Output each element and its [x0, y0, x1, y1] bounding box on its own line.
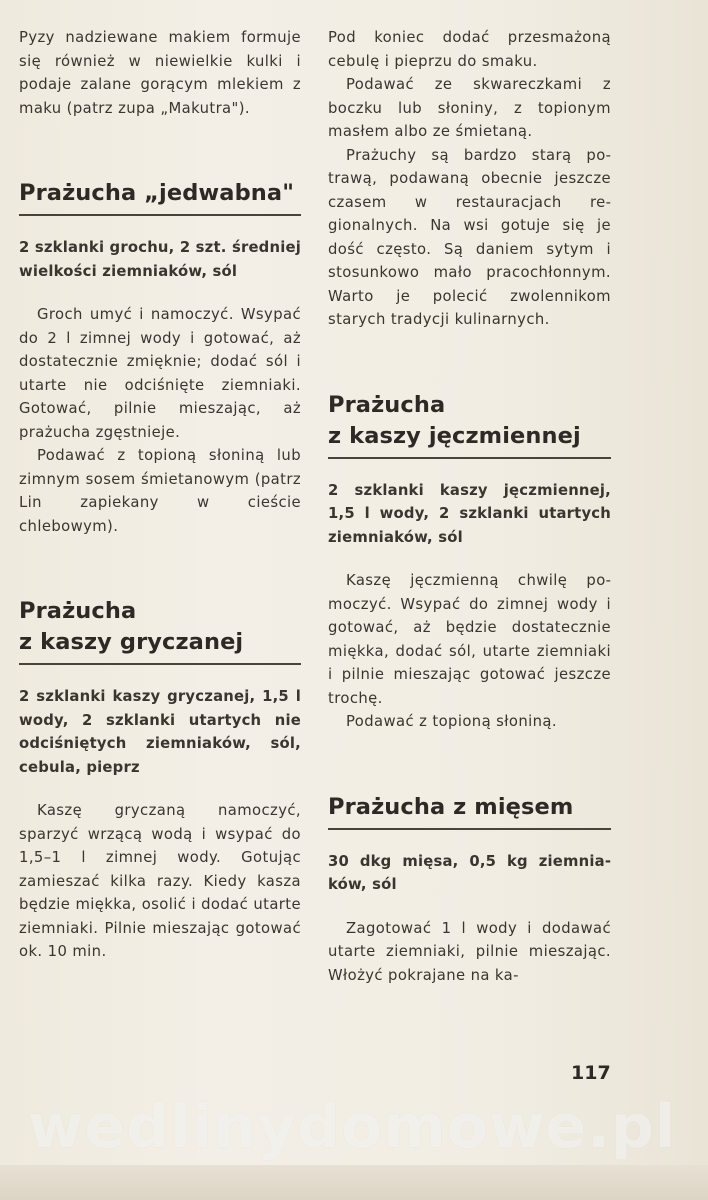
ingredients-jeczmienna: 2 szklanki kaszy jęczmiennej, 1,5 l wody, 2 szklanki utartych ziemniaków, sól	[328, 481, 611, 546]
watermark: wedlinydomowe.pl	[28, 1092, 677, 1162]
ingredients-gryczana: 2 szklanki kaszy gryczanej, 1,5 l wody, 2 szklanki utartych nie odciśniętych ziemniaków, sól, cebula, pieprz	[19, 688, 301, 776]
history-paragraph: Prażuchy są bardzo starą potrawą, podawaną obecnie jeszcze czasem w restauracjach regionalnych. Na wsi gotuje się je dość często. Są daniem sytym i stosunkowo mało pracochłonnym. Warto je polecić zwolennikom starych tradycji kulinarnych.	[328, 146, 611, 328]
intro-paragraph: Pyzy nadziewane makiem formuje się również w niewielkie kulki i podaje zalane gorącym mlekiem z maku (patrz zupa „Makutra").	[19, 29, 301, 117]
title-line-1: Prażucha	[328, 391, 446, 418]
left-column	[19, 26, 301, 964]
serving-jedwabna: Podawać z topioną słoniną lub zimnym sosem śmietanowym (patrz Lin zapiekany w cieście chlebowym).	[19, 447, 301, 535]
method-jedwabna: Groch umyć i namoczyć. Wsypać do 2 l zimnej wody i gotować, aż dostatecznie zmięknie; dodać sól i utarte nie odciśnięte ziemniaki. Gotować, pilnie mieszając, aż prażucha zgęstnieje.	[19, 306, 301, 441]
continued-paragraph: Pod koniec dodać przesmażoną cebulę i pieprzu do smaku.	[328, 29, 611, 70]
recipe-title-miesem: Prażucha z mięsem	[328, 792, 611, 830]
ingredients-jedwabna: 2 szklanki grochu, 2 szt. średniej wielkości ziemniaków, sól	[19, 239, 301, 280]
serving-jeczmienna: Podawać z topioną słoniną.	[346, 713, 557, 730]
title-line-2: z kaszy jęczmiennej	[328, 422, 581, 449]
method-gryczana: Kaszę gryczaną namoczyć, sparzyć wrzącą wodą i wsypać do 1,5–1 l zimnej wody. Gotując zamieszać kilka razy. Kiedy kasza będzie miękka, osolić i dodać utarte ziemniaki. Pilnie mieszając gotować ok. 10 min.	[19, 802, 301, 960]
method-jeczmienna: Kaszę jęczmienną chwilę pomoczyć. Wsypać do zimnej wody i gotować, aż będzie dostatecznie miękka, dodać sól, utarte ziemniaki i pilnie mieszając gotować jeszcze trochę.	[328, 572, 611, 707]
page-bottom-band	[0, 1165, 708, 1200]
recipe-title-jedwabna: Prażucha „jedwabna"	[19, 178, 301, 216]
title-line-2: z kaszy gryczanej	[19, 629, 244, 655]
page-number: 117	[571, 1062, 611, 1084]
ingredients-miesem: 30 dkg mięsa, 0,5 kg ziemniaków, sól	[328, 852, 611, 893]
title-line-1: Prażucha	[19, 598, 137, 624]
recipe-title-gryczana	[19, 596, 301, 665]
method-miesem: Zagotować 1 l wody i dodawać utarte ziemniaki, pilnie mieszając. Włożyć pokrajane na ka-	[328, 919, 611, 984]
right-column	[328, 26, 611, 987]
serving-paragraph: Podawać ze skwareczkami z boczku lub słoniny, z topionym masłem albo ze śmietaną.	[328, 76, 611, 140]
recipe-title-jeczmienna	[328, 390, 611, 459]
